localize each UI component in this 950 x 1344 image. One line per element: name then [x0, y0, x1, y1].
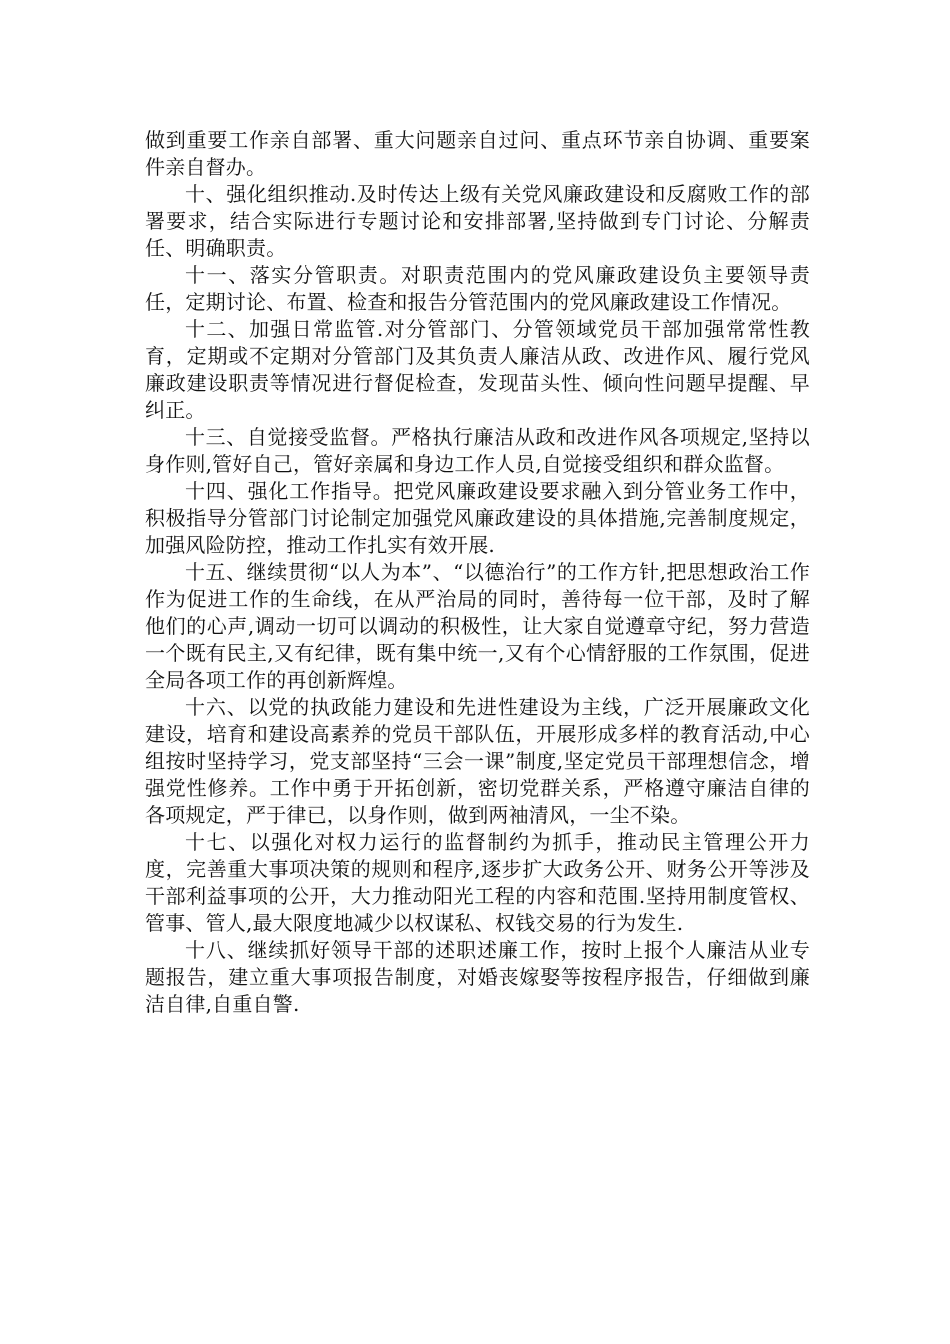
paragraph-18: 十八、继续抓好领导干部的述职述廉工作，按时上报个人廉洁从业专题报告，建立重大事项报告制度，对婚丧嫁娶等按程序报告，仔细做到廉洁自律,自重自警.: [145, 938, 810, 1016]
paragraph-10: 十、强化组织推动.及时传达上级有关党风廉政建设和反腐败工作的部署要求，结合实际进行专题讨论和安排部署,坚持做到专门讨论、分解责任、明确职责。: [145, 182, 810, 260]
paragraph-16: 十六、以党的执政能力建设和先进性建设为主线，广泛开展廉政文化建设，培育和建设高素养的党员干部队伍，开展形成多样的教育活动,中心组按时坚持学习，党支部坚持“三会一课”制度,坚定党员干部理想信念，增强党性修养。工作中勇于开拓创新，密切党群关系，严格遵守廉洁自律的各项规定，严于律已，以身作则，做到两袖清风，一尘不染。: [145, 695, 810, 827]
paragraph-15: 十五、继续贯彻“以人为本”、“以德治行”的工作方针,把思想政治工作作为促进工作的生命线，在从严治局的同时，善待每一位干部，及时了解他们的心声,调动一切可以调动的积极性，让大家自觉遵章守纪，努力营造一个既有民主,又有纪律，既有集中统一,又有个心情舒服的工作氛围，促进全局各项工作的再创新辉煌。: [145, 560, 810, 692]
document-body: [145, 127, 810, 1018]
paragraph-17: 十七、以强化对权力运行的监督制约为抓手，推动民主管理公开力度，完善重大事项决策的规则和程序,逐步扩大政务公开、财务公开等涉及干部利益事项的公开，大力推动阳光工程的内容和范围.坚持用制度管权、管事、管人,最大限度地减少以权谋私、权钱交易的行为发生.: [145, 830, 810, 935]
paragraph-continuation: 做到重要工作亲自部署、重大问题亲自过问、重点环节亲自协调、重要案件亲自督办。: [145, 128, 810, 179]
paragraph-14: 十四、强化工作指导。把党风廉政建设要求融入到分管业务工作中，积极指导分管部门讨论制定加强党风廉政建设的具体措施,完善制度规定，加强风险防控，推动工作扎实有效开展.: [145, 479, 810, 557]
paragraph-13: 十三、自觉接受监督。严格执行廉洁从政和改进作风各项规定,坚持以身作则,管好自己，管好亲属和身边工作人员,自觉接受组织和群众监督。: [145, 425, 810, 476]
paragraph-12: 十二、加强日常监管.对分管部门、分管领域党员干部加强常常性教育，定期或不定期对分管部门及其负责人廉洁从政、改进作风、履行党风廉政建设职责等情况进行督促检查，发现苗头性、倾向性问题早提醒、早纠正。: [145, 317, 810, 422]
paragraph-11: 十一、落实分管职责。对职责范围内的党风廉政建设负主要领导责任，定期讨论、布置、检查和报告分管范围内的党风廉政建设工作情况。: [145, 263, 810, 314]
